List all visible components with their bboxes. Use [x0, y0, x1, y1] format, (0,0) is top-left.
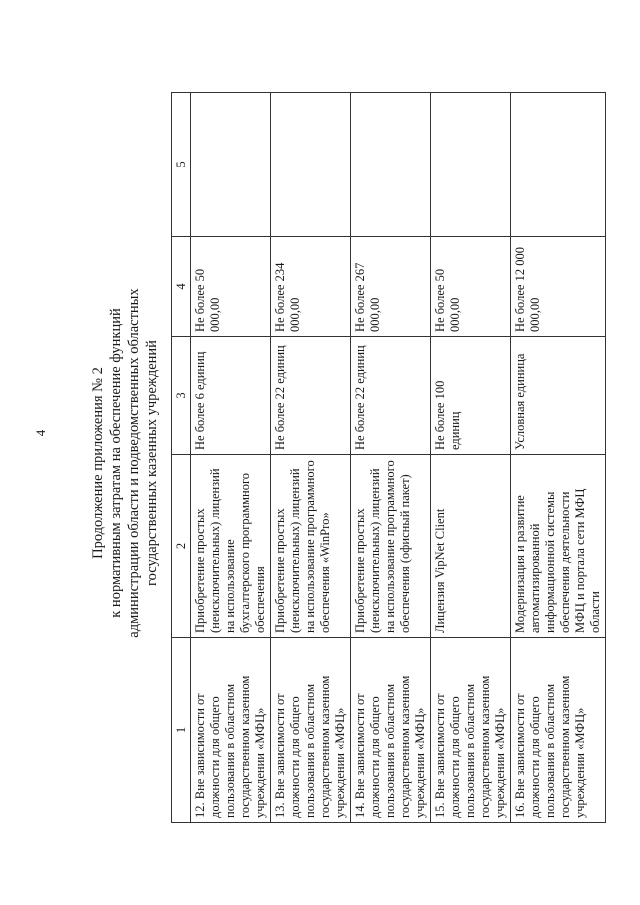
table-row: [351, 93, 431, 823]
heading-line-1: Продолжение приложения № 2: [90, 367, 106, 559]
heading-line-3: администрации области и подведомственных областных: [126, 288, 142, 638]
item-cell: Модернизация и развитие автоматизированной информационной системы обеспечения деятельности МФЦ и портала сети МФЦ области: [511, 455, 606, 638]
position-cell: 13. Вне зависимости от должности для общего пользования в областном государственном казенном учреждении «МФЦ»: [271, 638, 351, 823]
note-cell: [191, 93, 271, 237]
price-cell: Не более 267 000,00: [351, 237, 431, 337]
note-cell: [271, 93, 351, 237]
price-cell: Не более 50 000,00: [431, 237, 511, 337]
column-header: 1: [172, 638, 191, 823]
item-cell: Приобретение простых (неисключительных) лицензий на использование программного обеспечения «WinPro»: [271, 455, 351, 638]
quantity-cell: Не более 6 единиц: [191, 337, 271, 455]
item-cell: Приобретение простых (неисключительных) лицензий на использование программного обеспечения (офисный пакет): [351, 455, 431, 638]
heading-line-2: к нормативным затратам на обеспечение функций: [108, 308, 124, 618]
note-cell: [431, 93, 511, 237]
table-row: [271, 93, 351, 823]
position-cell: 16. Вне зависимости от должности для общего пользования в областном государственном казенном учреждении «МФЦ»: [511, 638, 606, 823]
item-cell: Лицензия VipNet Client: [431, 455, 511, 638]
quantity-cell: Не более 100 единиц: [431, 337, 511, 455]
column-header: 5: [172, 93, 191, 237]
norms-table: [171, 92, 606, 823]
table-row: [511, 93, 606, 823]
item-cell: Приобретение простых (неисключительных) лицензий на использование бухгалтерского программного обеспечения: [191, 455, 271, 638]
quantity-cell: Не более 22 единиц: [351, 337, 431, 455]
quantity-cell: Не более 22 единиц: [271, 337, 351, 455]
note-cell: [511, 93, 606, 237]
table-row: [191, 93, 271, 823]
appendix-heading: [85, 83, 171, 843]
heading-line-4: государственных казенных учреждений: [144, 340, 160, 586]
price-cell: Не более 50 000,00: [191, 237, 271, 337]
column-header: 4: [172, 237, 191, 337]
price-cell: Не более 12 000 000,00: [511, 237, 606, 337]
price-cell: Не более 234 000,00: [271, 237, 351, 337]
table-header-row: [172, 93, 191, 823]
column-header: 3: [172, 337, 191, 455]
table-row: [431, 93, 511, 823]
column-header: 2: [172, 455, 191, 638]
rotated-page: [85, 83, 605, 843]
position-cell: 15. Вне зависимости от должности для общего пользования в областном государственном казенном учреждении «МФЦ»: [431, 638, 511, 823]
note-cell: [351, 93, 431, 237]
position-cell: 12. Вне зависимости от должности для общего пользования в областном государственном казенном учреждении «МФЦ»: [191, 638, 271, 823]
page-number: 4: [33, 429, 48, 437]
position-cell: 14. Вне зависимости от должности для общего пользования в областном государственном казенном учреждении «МФЦ»: [351, 638, 431, 823]
quantity-cell: Условная единица: [511, 337, 606, 455]
